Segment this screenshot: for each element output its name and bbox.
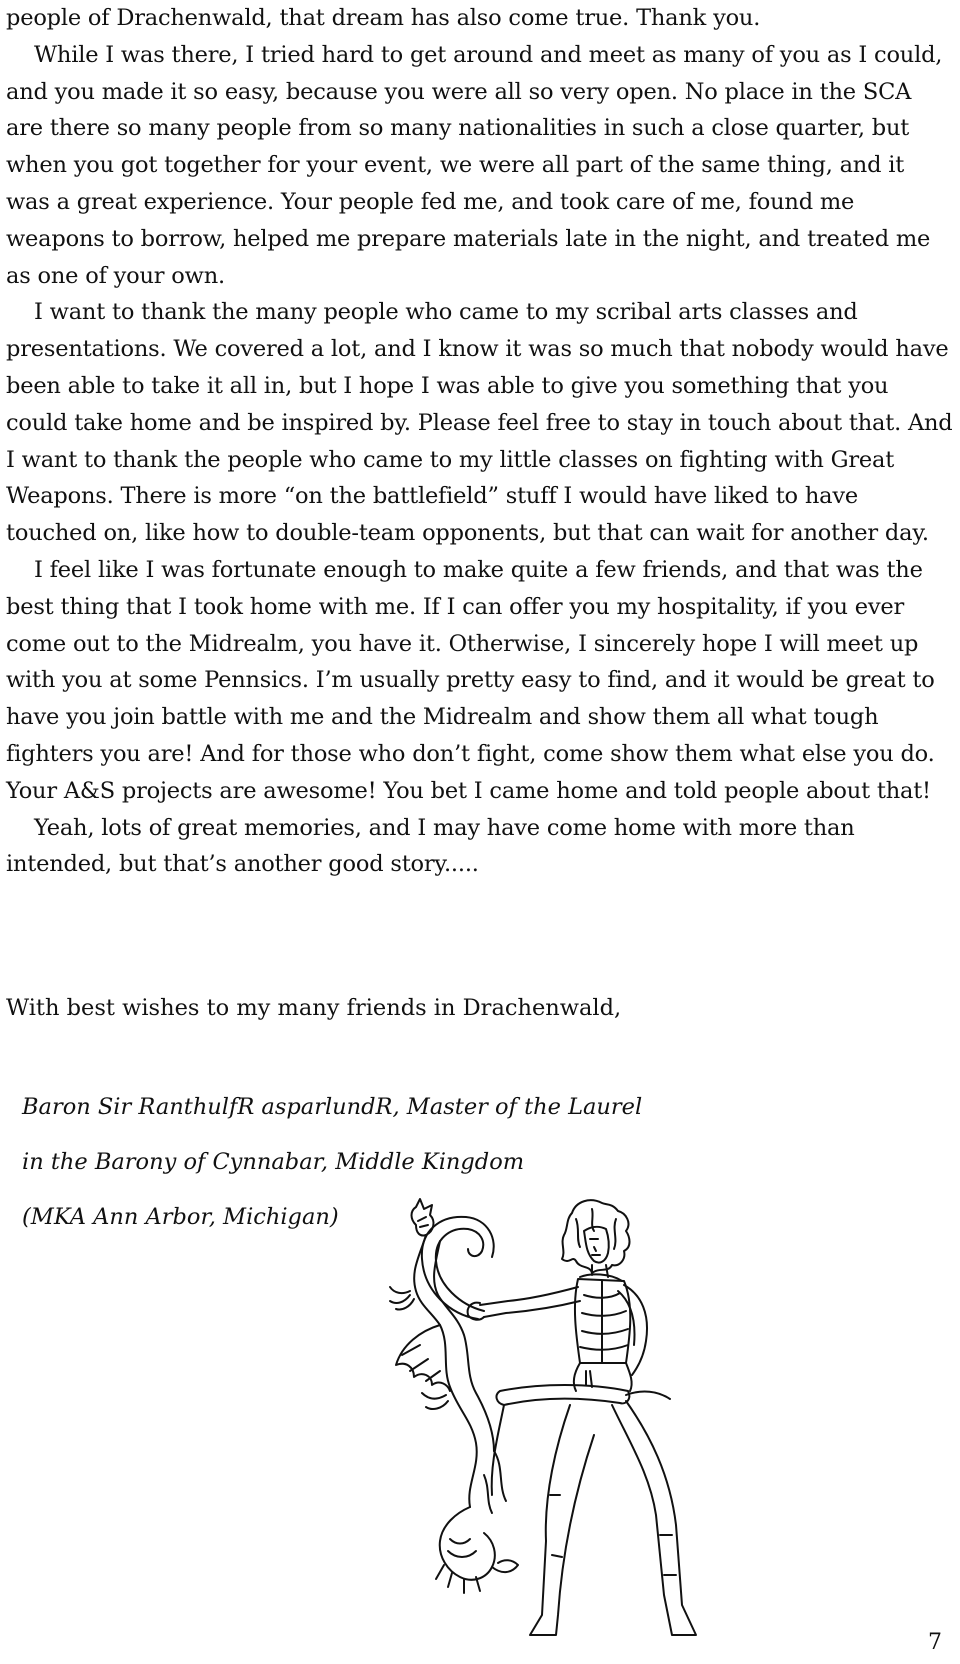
signature-barony: in the Barony of Cynnabar, Middle Kingdom [22, 1149, 525, 1175]
woodcut-knight-wrestling-dragon-icon [380, 1195, 720, 1657]
letter-body [6, 0, 954, 883]
signature-name: Baron Sir RanthulfR asparlundR, Master of the Laurel [22, 1094, 643, 1120]
page-number: 7 [928, 1630, 942, 1655]
paragraph-visit: While I was there, I tried hard to get around and meet as many of you as I could, and you made it so easy, because you were all so very open. No place in the SCA are there so many people from so many nationalities in such a close quarter, but when you got together for your event, we were all part of the same thing, and it was a great experience. Your people fed me, and took care of me, found me weapons to borrow, helped me prepare materials late in the night, and treated me as one of your own. [6, 41, 943, 289]
signature-location: (MKA Ann Arbor, Michigan) [22, 1204, 339, 1230]
salutation: With best wishes to my many friends in Drachenwald, [6, 995, 622, 1021]
paragraph-continued: people of Drachenwald, that dream has also come true. Thank you. [6, 5, 761, 31]
paragraph-friends: I feel like I was fortunate enough to make quite a few friends, and that was the best thing that I took home with me. If I can offer you my hospitality, if you ever come out to the Midrealm, you have it. Otherwise, I sincerely hope I will meet up with you at some Pennsics. I’m usually pretty easy to find, and it would be great to have you join battle with me and the Midrealm and show them all what tough fighters you are! And for those who don’t fight, come show them what else you do. Your A&S projects are awesome! You bet I came home and told people about that! [6, 556, 935, 804]
paragraph-classes: I want to thank the many people who came to my scribal arts classes and presentations. We covered a lot, and I know it was so much that nobody would have been able to take it all in, but I hope I was able to give you something that you could take home and be inspired by. Please feel free to stay in touch about that. And I want to thank the people who came to my little classes on fighting with Great Weapons. There is more “on the battlefield” stuff I would have liked to have touched on, like how to double-team opponents, but that can wait for another day. [6, 299, 953, 547]
paragraph-memories: Yeah, lots of great memories, and I may have come home with more than intended, but that’s another good story..... [6, 814, 855, 878]
